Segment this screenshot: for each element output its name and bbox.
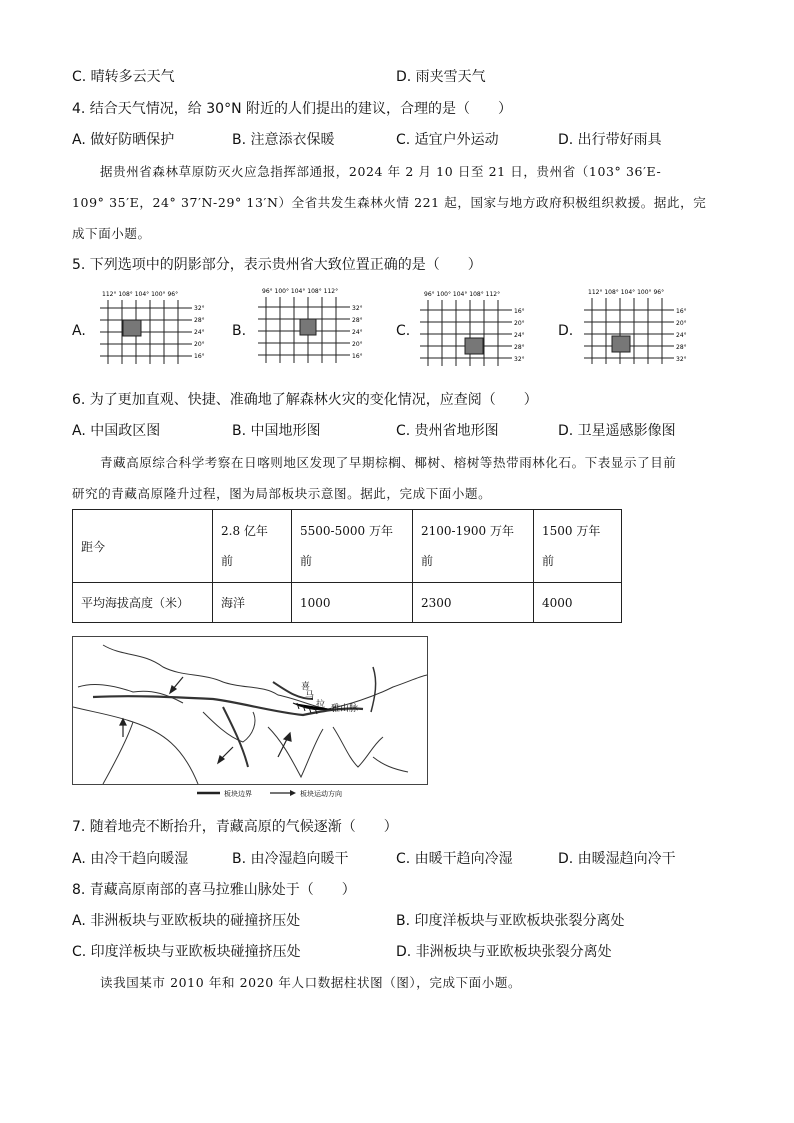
table-period-4: 1500 万年 前 (534, 510, 622, 583)
passage1-line2: 109° 35′E，24° 37′N-29° 13′N）全省共发生森林火情 221 起，国家与地方政府积极组织救援。据此，完 (72, 195, 707, 210)
passage2-line2: 研究的青藏高原隆升过程，图为局部板块示意图。据此，完成下面小题。 (72, 486, 492, 501)
grid-a-lat-4: 20° (194, 341, 205, 348)
grid-a-lat-1: 32° (194, 305, 205, 312)
grid-d-lat-3: 24° (676, 332, 687, 339)
q6-option-b[interactable]: B. 中国地形图 (232, 423, 321, 439)
grid-map-a (92, 288, 212, 370)
q5-option-c[interactable]: C. (396, 323, 411, 339)
q7-option-c[interactable]: C. 由暖干趋向冷湿 (396, 851, 513, 867)
table-row-header (73, 510, 622, 583)
plate-map (72, 636, 428, 785)
passage3-line1: 读我国某市 2010 年和 2020 年人口数据柱状图（图），完成下面小题。 (100, 975, 522, 990)
q5-option-d[interactable]: D. (558, 323, 574, 339)
grid-b-lat-4: 20° (352, 341, 363, 348)
grid-b-lat-5: 16° (352, 353, 363, 360)
q3-option-d[interactable]: D. 雨夹雪天气 (396, 69, 486, 85)
grid-d-lat-2: 20° (676, 320, 687, 327)
grid-a-lat-3: 24° (194, 329, 205, 336)
grid-b-lat-1: 32° (352, 305, 363, 312)
table-value-4: 4000 (534, 583, 622, 623)
q4-option-a[interactable]: A. 做好防晒保护 (72, 132, 175, 148)
plate-map-legend (72, 784, 426, 802)
q5-option-a[interactable]: A. (72, 323, 86, 339)
q6-stem: 6. 为了更加直观、快捷、准确地了解森林火灾的变化情况，应查阅（ ） (72, 392, 538, 408)
table-period-2: 5500-5000 万年 前 (292, 510, 413, 583)
grid-b-lat-3: 24° (352, 329, 363, 336)
table-value-2: 1000 (292, 583, 413, 623)
q5-stem: 5. 下列选项中的阴影部分，表示贵州省大致位置正确的是（ ） (72, 257, 482, 273)
grid-d-lat-1: 16° (676, 308, 687, 315)
q8-option-a[interactable]: A. 非洲板块与亚欧板块的碰撞挤压处 (72, 913, 301, 929)
grid-c-lat-3: 24° (514, 332, 525, 339)
q7-option-b[interactable]: B. 由冷湿趋向暖干 (232, 851, 349, 867)
table-row-label: 平均海拔高度（米） (73, 583, 213, 623)
q7-option-a[interactable]: A. 由冷干趋向暖湿 (72, 851, 189, 867)
grid-a-lat-2: 28° (194, 317, 205, 324)
table-period-3: 2100-1900 万年 前 (413, 510, 534, 583)
grid-c-lat-5: 32° (514, 356, 525, 363)
table-value-1: 海洋 (213, 583, 292, 623)
himalaya-label-4: 雅山脉 (331, 704, 359, 714)
q4-option-c[interactable]: C. 适宜户外运动 (396, 132, 499, 148)
legend-direction-label: 板块运动方向 (300, 790, 342, 798)
passage2-line1: 青藏高原综合科学考察在日喀则地区发现了早期棕榈、椰树、榕树等热带雨林化石。下表显示了目前 (100, 455, 677, 470)
q4-option-d[interactable]: D. 出行带好雨具 (558, 132, 662, 148)
grid-d-lat-4: 28° (676, 344, 687, 351)
q8-option-d[interactable]: D. 非洲板块与亚欧板块张裂分离处 (396, 944, 612, 960)
passage1-line1: 据贵州省森林草原防灭火应急指挥部通报，2024 年 2 月 10 日至 21 日，贵州省（103° 36′E- (100, 164, 662, 179)
himalaya-label-1: 喜 (301, 682, 311, 692)
passage1-line3: 成下面小题。 (72, 226, 151, 241)
grid-d-top-labels: 112° 108° 104° 100° 96° (588, 289, 665, 296)
table-period-1: 2.8 亿年 前 (213, 510, 292, 583)
plate-map-drawing (73, 637, 427, 784)
table-row-elevation (73, 583, 622, 623)
q7-stem: 7. 随着地壳不断抬升，青藏高原的气候逐渐（ ） (72, 819, 398, 835)
q8-stem: 8. 青藏高原南部的喜马拉雅山脉处于（ ） (72, 882, 356, 898)
himalaya-label-3: 拉 (316, 700, 326, 710)
q7-option-d[interactable]: D. 由暖湿趋向冷干 (558, 851, 676, 867)
q4-stem: 4. 结合天气情况，给 30°N 附近的人们提出的建议，合理的是（ ） (72, 101, 512, 117)
q8-option-c[interactable]: C. 印度洋板块与亚欧板块碰撞挤压处 (72, 944, 301, 960)
grid-a-lat-5: 16° (194, 353, 205, 360)
grid-b-top-labels: 96° 100° 104° 108° 112° (262, 288, 339, 295)
q6-option-d[interactable]: D. 卫星遥感影像图 (558, 423, 676, 439)
grid-c-lat-2: 20° (514, 320, 525, 327)
q6-option-a[interactable]: A. 中国政区图 (72, 423, 161, 439)
grid-map-b (252, 285, 372, 367)
grid-map-c (414, 288, 534, 370)
q5-option-b[interactable]: B. (232, 323, 247, 339)
uplift-table (72, 509, 622, 623)
grid-c-lat-1: 16° (514, 308, 525, 315)
legend-boundary-label: 板块边界 (224, 790, 252, 798)
table-value-3: 2300 (413, 583, 534, 623)
grid-b-lat-2: 28° (352, 317, 363, 324)
himalaya-label-2: 马 (305, 691, 315, 701)
grid-a-top-labels: 112° 108° 104° 100° 96° (102, 291, 179, 298)
grid-map-d (578, 286, 698, 368)
table-header-label: 距今 (73, 510, 213, 583)
q8-option-b[interactable]: B. 印度洋板块与亚欧板块张裂分离处 (396, 913, 625, 929)
q6-option-c[interactable]: C. 贵州省地形图 (396, 423, 499, 439)
q3-option-c[interactable]: C. 晴转多云天气 (72, 69, 175, 85)
grid-d-lat-5: 32° (676, 356, 687, 363)
grid-c-lat-4: 28° (514, 344, 525, 351)
grid-c-top-labels: 96° 100° 104° 108° 112° (424, 291, 501, 298)
q4-option-b[interactable]: B. 注意添衣保暖 (232, 132, 335, 148)
